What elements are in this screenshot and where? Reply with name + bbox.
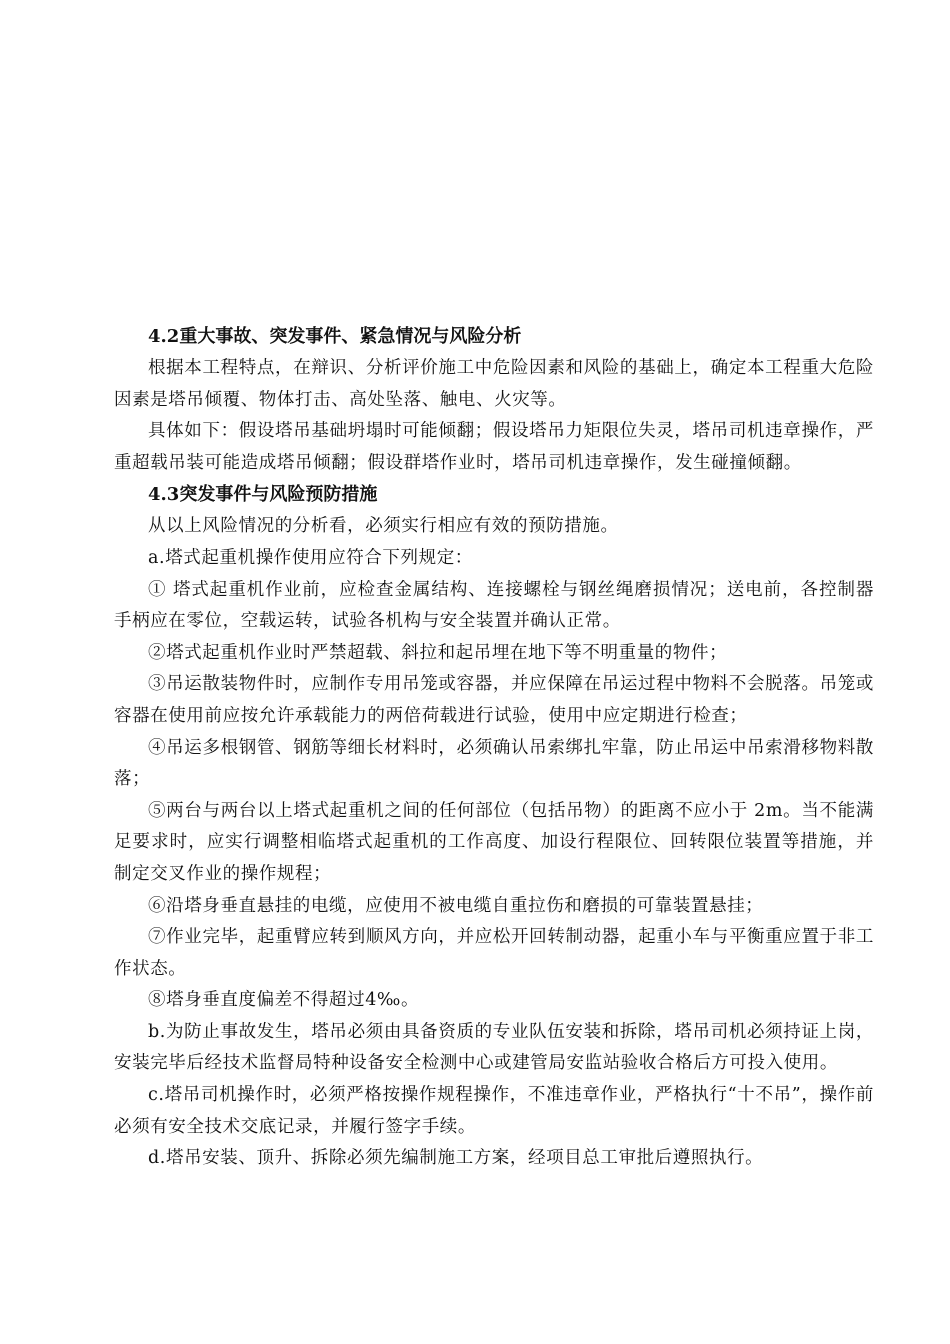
list-item: ⑥沿塔身垂直悬挂的电缆，应使用不被电缆自重拉伤和磨损的可靠装置悬挂； xyxy=(148,895,764,916)
list-item: ① 塔式起重机作业前，应检查金属结构、连接螺栓与钢丝绳磨损情况；送电前，各控制器手柄应在零位，空载运转，试验各机构与安全装置并确认正常。 xyxy=(114,579,874,632)
paragraph: 具体如下：假设塔吊基础坍塌时可能倾翻；假设塔吊力矩限位失灵，塔吊司机违章操作，严重超载吊装可能造成塔吊倾翻；假设群塔作业时，塔吊司机违章操作，发生碰撞倾翻。 xyxy=(114,421,874,473)
list-item: ③吊运散装物件时，应制作专用吊笼或容器，并应保障在吊运过程中物料不会脱落。吊笼或容器在使用前应按允许承载能力的两倍荷载进行试验，使用中应定期进行检查； xyxy=(114,674,874,726)
paragraph: a.塔式起重机操作使用应符合下列规定： xyxy=(148,547,473,568)
paragraph: c.塔吊司机操作时，必须严格按操作规程操作，不准违章作业，严格执行“十不吊”，操作前必须有安全技术交底记录，并履行签字手续。 xyxy=(114,1085,874,1137)
section-heading-4-2: 4.2重大事故、突发事件、紧急情况与风险分析 xyxy=(148,326,522,347)
paragraph: 根据本工程特点，在辩识、分析评价施工中危险因素和风险的基础上，确定本工程重大危险因素是塔吊倾覆、物体打击、高处坠落、触电、火灾等。 xyxy=(114,358,874,410)
list-item: ②塔式起重机作业时严禁超载、斜拉和起吊埋在地下等不明重量的物件； xyxy=(148,642,728,663)
list-item: ⑧塔身垂直度偏差不得超过4‰。 xyxy=(148,990,420,1011)
list-item: ④吊运多根钢管、钢筋等细长材料时，必须确认吊索绑扎牢靠，防止吊运中吊索滑移物料散落； xyxy=(114,737,874,790)
document-body xyxy=(114,321,874,1175)
section-heading-4-3: 4.3突发事件与风险预防措施 xyxy=(148,484,378,506)
paragraph: b.为防止事故发生，塔吊必须由具备资质的专业队伍安装和拆除，塔吊司机必须持证上岗，安装完毕后经技术监督局特种设备安全检测中心或建管局安监站验收合格后方可投入使用。 xyxy=(114,1021,874,1074)
paragraph: d.塔吊安装、顶升、拆除必须先编制施工方案，经项目总工审批后遵照执行。 xyxy=(148,1148,764,1169)
list-item: ⑦作业完毕，起重臂应转到顺风方向，并应松开回转制动器，起重小车与平衡重应置于非工作状态。 xyxy=(114,927,874,979)
list-item: ⑤两台与两台以上塔式起重机之间的任何部位（包括吊物）的距离不应小于 2m。当不能满足要求时，应实行调整相临塔式起重机的工作高度、加设行程限位、回转限位装置等措施，并制定交叉作业的操作规程； xyxy=(114,800,874,884)
paragraph: 从以上风险情况的分析看，必须实行相应有效的预防措施。 xyxy=(148,516,619,537)
